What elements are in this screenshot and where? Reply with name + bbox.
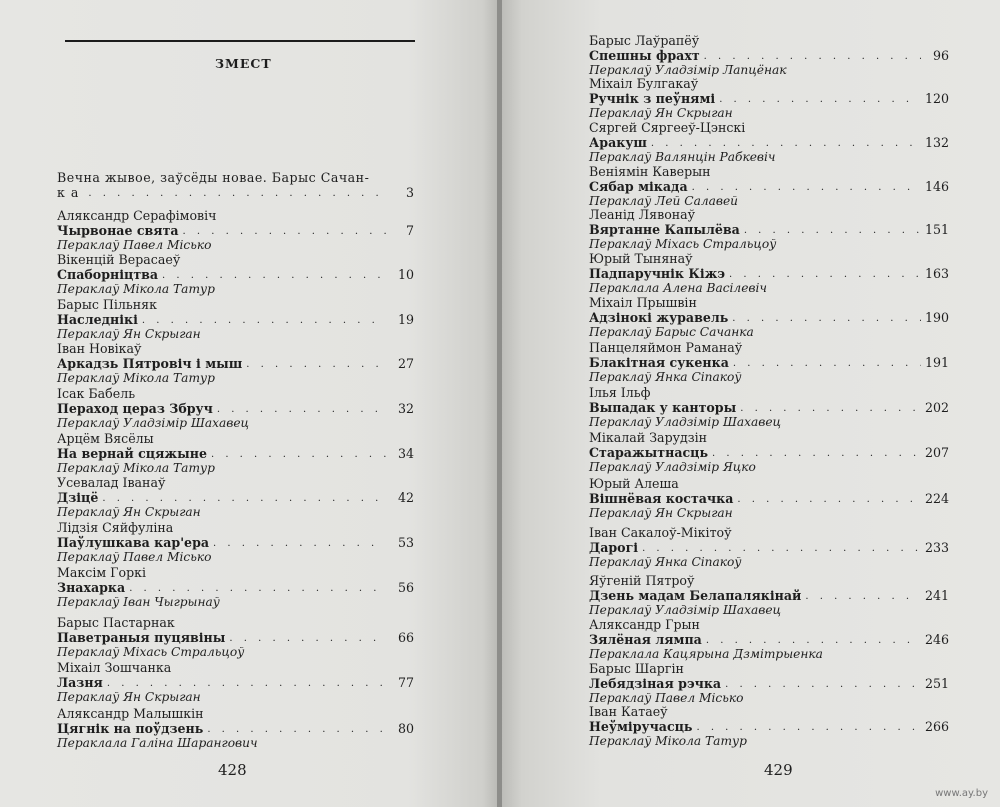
entry-author: Іван Новікаў bbox=[57, 341, 142, 356]
entry-translator: Пераклаў Ян Скрыган bbox=[57, 327, 201, 342]
entry-author: Арцём Вясёлы bbox=[57, 431, 154, 446]
entry-page: 251 bbox=[924, 675, 949, 691]
entry-title: Лазня bbox=[57, 674, 103, 690]
entry-translator: Пераклаў Павел Місько bbox=[57, 550, 212, 565]
entry-page: 207 bbox=[924, 444, 949, 460]
entry-author: Барыс Пільняк bbox=[57, 297, 157, 312]
toc-entry bbox=[57, 387, 414, 431]
entry-translator: Пераклаў Уладзімір Шахавец bbox=[57, 416, 250, 431]
leader-dots bbox=[733, 358, 921, 370]
toc-entry bbox=[589, 477, 949, 521]
entry-page: 80 bbox=[397, 720, 414, 736]
entry-page: 34 bbox=[397, 445, 414, 461]
header-rule bbox=[65, 40, 415, 42]
entry-title: Зялёная лямпа bbox=[589, 631, 702, 647]
entry-translator: Пераклаў Мікола Татур bbox=[589, 734, 747, 749]
entry-author: Іван Катаеў bbox=[589, 704, 668, 719]
leader-dots bbox=[102, 493, 386, 505]
entry-translator: Пераклаў Ян Скрыган bbox=[57, 690, 201, 705]
entry-page: 151 bbox=[924, 221, 949, 237]
entry-author: Максім Горкі bbox=[57, 565, 147, 580]
entry-author: Усевалад Іванаў bbox=[57, 475, 166, 490]
entry-translator: Пераклаў Янка Сіпакоў bbox=[589, 370, 742, 385]
entry-title: Цягнік на поўдзень bbox=[57, 720, 204, 736]
toc-entry bbox=[589, 77, 949, 121]
entry-page: 3 bbox=[405, 184, 414, 200]
entry-page: 132 bbox=[924, 134, 949, 150]
toc-entry bbox=[589, 296, 949, 340]
entry-title: Адзінокі журавель bbox=[589, 309, 729, 325]
entry-title: Аракуш bbox=[589, 134, 647, 150]
entry-title: Падпаручнік Кіжэ bbox=[589, 265, 726, 281]
leader-dots bbox=[183, 226, 386, 238]
entry-author: Іван Сакалоў-Мікітоў bbox=[589, 525, 732, 540]
entry-author: Міхаіл Прышвін bbox=[589, 295, 697, 310]
entry-author: Вікенцій Верасаеў bbox=[57, 252, 181, 267]
toc-entry bbox=[589, 165, 949, 209]
toc-entry-intro bbox=[57, 171, 414, 200]
toc-entry bbox=[589, 431, 949, 475]
entry-translator: Пераклала Кацярына Дзмітрыенка bbox=[589, 647, 823, 662]
entry-title: Дзень мадам Белапалякінай bbox=[589, 587, 802, 603]
entry-title: Вішнёвая костачка bbox=[589, 490, 734, 506]
leader-dots bbox=[213, 538, 386, 550]
leader-dots bbox=[107, 678, 386, 690]
entry-page: 19 bbox=[397, 311, 414, 327]
entry-title: Спешны фрахт bbox=[589, 47, 700, 63]
leader-dots bbox=[207, 724, 386, 736]
entry-title: Пераход цераз Збруч bbox=[57, 400, 213, 416]
leader-dots bbox=[229, 633, 386, 645]
entry-author: Юрый Тынянаў bbox=[589, 251, 693, 266]
toc-entry bbox=[589, 208, 949, 252]
entry-page: 224 bbox=[924, 490, 949, 506]
leader-dots bbox=[706, 635, 921, 647]
toc-entry bbox=[589, 341, 949, 385]
page-number-left: 428 bbox=[218, 761, 247, 779]
entry-translator: Пераклаў Уладзімір Яцко bbox=[589, 460, 756, 475]
toc-entry bbox=[57, 566, 414, 610]
entry-translator: Пераклаў Янка Сіпакоў bbox=[589, 555, 742, 570]
leader-dots bbox=[737, 494, 921, 506]
leader-dots bbox=[712, 448, 921, 460]
entry-author: Міхаіл Булгакаў bbox=[589, 76, 699, 91]
entry-page: 120 bbox=[924, 90, 949, 106]
entry-author: Лідзія Сяйфуліна bbox=[57, 520, 174, 535]
entry-author: Барыс Пастарнак bbox=[57, 615, 175, 630]
entry-page: 96 bbox=[932, 47, 949, 63]
entry-translator: Пераклаў Міхась Стральцоў bbox=[57, 645, 245, 660]
entry-author: Ісак Бабель bbox=[57, 386, 136, 401]
entry-title: На вернай сцяжыне bbox=[57, 445, 207, 461]
leader-dots bbox=[692, 182, 921, 194]
entry-translator: Пераклаў Павел Місько bbox=[57, 238, 212, 253]
leader-dots bbox=[740, 403, 921, 415]
entry-title: Блакітная сукенка bbox=[589, 354, 729, 370]
entry-page: 202 bbox=[924, 399, 949, 415]
right-page bbox=[502, 0, 1000, 807]
entry-author: Барыс Лаўрапёў bbox=[589, 33, 700, 48]
entry-author: Міхаіл Зошчанка bbox=[57, 660, 172, 675]
entry-author: Аляксандр Малышкін bbox=[57, 706, 204, 721]
toc-entry bbox=[57, 521, 414, 565]
entry-title: Чырвонае свята bbox=[57, 222, 179, 238]
leader-dots bbox=[805, 591, 921, 603]
toc-entry bbox=[57, 298, 414, 342]
leader-dots bbox=[719, 94, 921, 106]
leader-dots bbox=[88, 188, 386, 200]
entry-page: 233 bbox=[924, 539, 949, 555]
entry-title: Ручнік з пеўнямі bbox=[589, 90, 716, 106]
toc-entry bbox=[57, 209, 414, 253]
entry-author: Юрый Алеша bbox=[589, 476, 679, 491]
entry-translator: Пераклаў Уладзімір Шахавец bbox=[589, 603, 782, 618]
entry-author: Ілья Ільф bbox=[589, 385, 651, 400]
leader-dots bbox=[725, 679, 921, 691]
entry-author: Мікалай Зарудзін bbox=[589, 430, 708, 445]
entry-translator: Пераклаў Валянцін Рабкевіч bbox=[589, 150, 776, 165]
watermark: www.ay.by bbox=[935, 788, 988, 799]
entry-translator: Пераклаў Мікола Татур bbox=[57, 282, 215, 297]
entry-translator: Пераклаў Ян Скрыган bbox=[589, 506, 733, 521]
entry-title: Вяртанне Капылёва bbox=[589, 221, 740, 237]
entry-title: Дзіцё bbox=[57, 489, 99, 505]
toc-entry bbox=[57, 342, 414, 386]
toc-heading: ЗМЕСТ bbox=[215, 56, 272, 71]
entry-page: 190 bbox=[924, 309, 949, 325]
entry-author: Барыс Шаргін bbox=[589, 661, 684, 676]
entry-translator: Пераклаў Уладзімір Лапцёнак bbox=[589, 63, 787, 78]
toc-entry bbox=[589, 662, 949, 706]
toc-entry bbox=[57, 432, 414, 476]
leader-dots bbox=[246, 359, 386, 371]
toc-entry bbox=[589, 121, 949, 165]
leader-dots bbox=[129, 583, 386, 595]
entry-title: Наследнікі bbox=[57, 311, 138, 327]
entry-title: Паўлушкава кар'ера bbox=[57, 534, 210, 550]
leader-dots bbox=[704, 51, 921, 63]
leader-dots bbox=[651, 138, 921, 150]
toc-entry bbox=[57, 476, 414, 520]
toc-entry bbox=[589, 252, 949, 296]
toc-entry bbox=[57, 616, 414, 660]
entry-page: 146 bbox=[924, 178, 949, 194]
toc-entry bbox=[589, 574, 949, 618]
entry-title: Неўміручасць bbox=[589, 718, 693, 734]
entry-author: Яўгеній Пятроў bbox=[589, 573, 695, 588]
entry-author: Леанід Лявонаў bbox=[589, 207, 696, 222]
toc-entry bbox=[589, 34, 949, 78]
entry-page: 27 bbox=[397, 355, 414, 371]
entry-translator: Пераклаў Ян Скрыган bbox=[57, 505, 201, 520]
entry-page: 77 bbox=[397, 674, 414, 690]
entry-page: 246 bbox=[924, 631, 949, 647]
entry-translator: Пераклаў Іван Чыгрынаў bbox=[57, 595, 220, 610]
leader-dots bbox=[162, 270, 386, 282]
left-page bbox=[0, 0, 498, 807]
leader-dots bbox=[217, 404, 386, 416]
entry-title: Сябар мікада bbox=[589, 178, 688, 194]
entry-translator: Пераклала Галіна Шарангович bbox=[57, 736, 258, 751]
entry-page: 66 bbox=[397, 629, 414, 645]
toc-entry bbox=[589, 526, 949, 570]
entry-author: Веніямін Каверын bbox=[589, 164, 711, 179]
entry-page: 53 bbox=[397, 534, 414, 550]
entry-title-line1: Вечна жывое, заўсёды новае. Барыс Сачан- bbox=[57, 170, 370, 185]
leader-dots bbox=[696, 722, 920, 734]
entry-translator: Пераклаў Міхась Стральцоў bbox=[589, 237, 777, 252]
entry-title: Выпадак у канторы bbox=[589, 399, 737, 415]
entry-title: Спаборніцтва bbox=[57, 266, 159, 282]
leader-dots bbox=[732, 313, 921, 325]
entry-author: Аляксандр Грын bbox=[589, 617, 700, 632]
entry-author: Сяргей Сяргееў-Цэнскі bbox=[589, 120, 746, 135]
toc-entry bbox=[589, 618, 949, 662]
entry-title: Знахарка bbox=[57, 579, 126, 595]
leader-dots bbox=[744, 225, 921, 237]
entry-title: Старажытнасць bbox=[589, 444, 708, 460]
entry-page: 42 bbox=[397, 489, 414, 505]
leader-dots bbox=[729, 269, 921, 281]
entry-title: Дарогі bbox=[589, 539, 639, 555]
entry-title: Лебядзіная рэчка bbox=[589, 675, 722, 691]
entry-translator: Пераклаў Мікола Татур bbox=[57, 371, 215, 386]
entry-page: 163 bbox=[924, 265, 949, 281]
leader-dots bbox=[211, 449, 386, 461]
entry-page: 10 bbox=[397, 266, 414, 282]
toc-entry bbox=[589, 705, 949, 749]
entry-page: 266 bbox=[924, 718, 949, 734]
entry-translator: Пераклаў Мікола Татур bbox=[57, 461, 215, 476]
entry-translator: Пераклаў Ян Скрыган bbox=[589, 106, 733, 121]
entry-page: 7 bbox=[405, 222, 414, 238]
entry-translator: Пераклаў Лей Салавей bbox=[589, 194, 739, 209]
entry-page: 241 bbox=[924, 587, 949, 603]
entry-title: Аркадзь Пятровіч і мыш bbox=[57, 355, 243, 371]
entry-page: 32 bbox=[397, 400, 414, 416]
entry-translator: Пераклаў Павел Місько bbox=[589, 691, 744, 706]
entry-translator: Пераклаў Барыс Сачанка bbox=[589, 325, 754, 340]
entry-page: 56 bbox=[397, 579, 414, 595]
entry-author: Панцеляймон Раманаў bbox=[589, 340, 743, 355]
toc-entry bbox=[589, 386, 949, 430]
toc-entry bbox=[57, 253, 414, 297]
entry-translator: Пераклаў Уладзімір Шахавец bbox=[589, 415, 782, 430]
toc-entry bbox=[57, 661, 414, 705]
entry-page: 191 bbox=[924, 354, 949, 370]
toc-entry bbox=[57, 707, 414, 751]
entry-title-line2: ка bbox=[57, 184, 85, 200]
entry-translator: Пераклала Алена Васілевіч bbox=[589, 281, 767, 296]
page-number-right: 429 bbox=[764, 761, 793, 779]
entry-title: Паветраныя пуцявіны bbox=[57, 629, 226, 645]
entry-author: Аляксандр Серафімовіч bbox=[57, 208, 217, 223]
leader-dots bbox=[642, 543, 921, 555]
leader-dots bbox=[142, 315, 386, 327]
